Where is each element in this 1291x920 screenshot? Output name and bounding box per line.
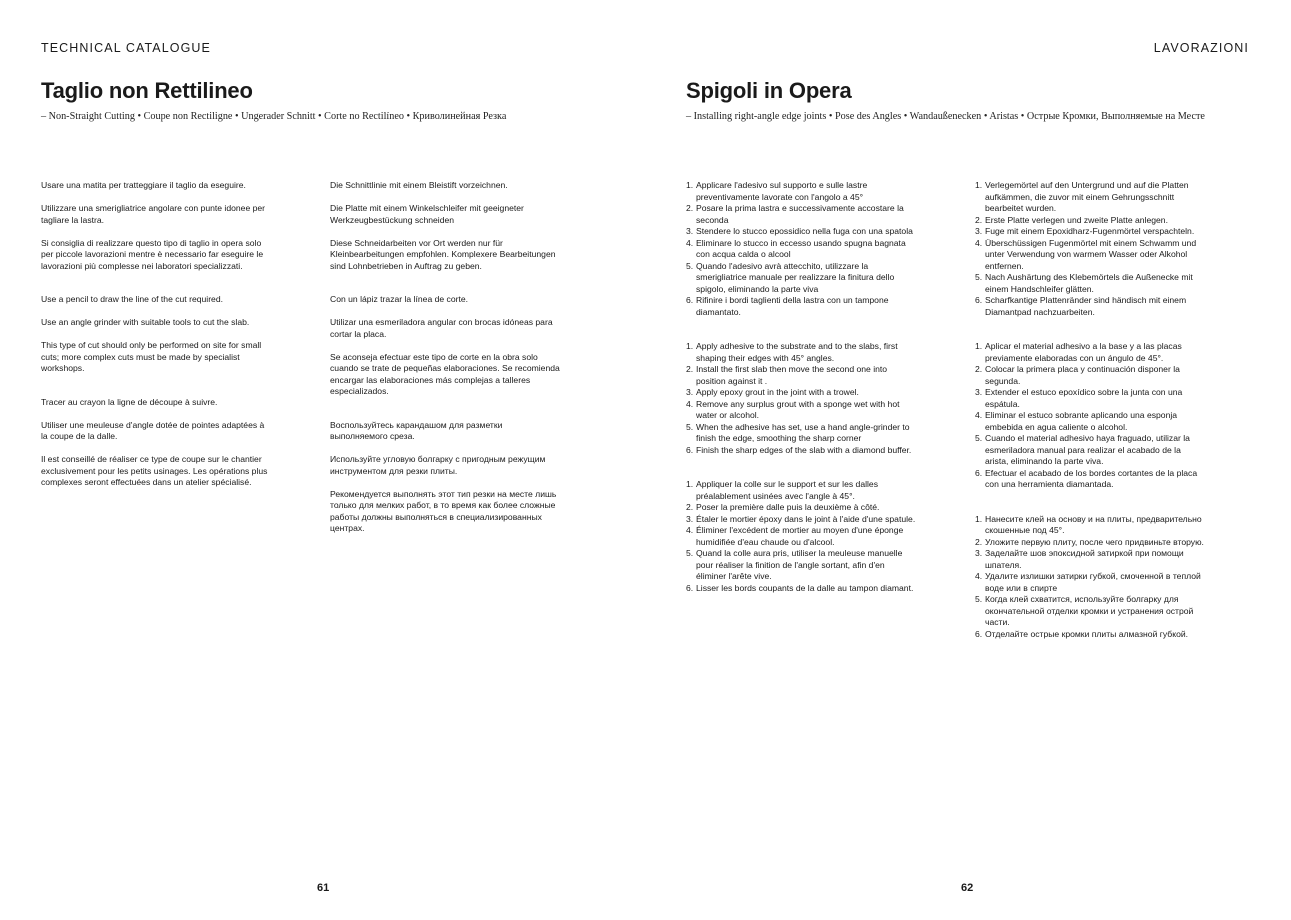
- list-item: Remove any surplus grout with a sponge wet with hot water or alcohol.: [696, 398, 900, 420]
- column-left-a: [41, 180, 271, 511]
- right-page: [645, 0, 1290, 920]
- text-block-ru: [330, 420, 560, 535]
- paragraph: Il est conseillé de réaliser ce type de coupe sur le chantier exclusivement pour les petits usinages. Les opérations plus complexes seront effectuées dans un atelier spécialisé.: [41, 454, 268, 487]
- paragraph: Utilizzare una smerigliatrice angolare con punte idonee per tagliare la lastra.: [41, 203, 266, 225]
- list-item: Étaler le mortier époxy dans le joint à l'aide d'une spatule.: [696, 513, 916, 524]
- list-item: Eliminare lo stucco in eccesso usando spugna bagnata con acqua calda o alcool: [696, 237, 906, 259]
- paragraph: Tracer au crayon la ligne de découpe à suivre.: [41, 396, 218, 407]
- list-item: Éliminer l'excédent de mortier au moyen d'une éponge humidifiée d'eau chaude ou d'alcool.: [696, 525, 904, 547]
- list-item: Finish the sharp edges of the slab with a diamond buffer.: [696, 444, 912, 455]
- list-item: Aplicar el material adhesivo a la base y a las placas previamente elaboradas con un ángulo de 45°.: [985, 341, 1182, 363]
- list-item: Удалите излишки затирки губкой, смоченной в теплой воде или в спирте: [985, 571, 1201, 593]
- column-left-b: [330, 180, 560, 557]
- paragraph: Si consiglia di realizzare questo tipo di taglio in opera solo per piccole lavorazioni mentre è necessario far eseguire le lavorazioni più complesse nei laboratori specializzati.: [41, 237, 264, 271]
- list-item: Apply epoxy grout in the joint with a trowel.: [696, 387, 859, 397]
- text-block-es: [330, 294, 560, 398]
- page-subtitle: – Non-Straight Cutting • Coupe non Rectiligne • Ungerader Schnitt • Corte no Rectilíneo • Криволинейная Резка: [41, 111, 507, 122]
- page-title: Taglio non Rettilineo: [41, 78, 253, 103]
- list-item: Applicare l'adesivo sul supporto e sulle lastre preventivamente lavorate con l'angolo a 45°: [696, 180, 868, 202]
- steps-list-ru: [975, 514, 1205, 641]
- paragraph: This type of cut should only be performed on site for small cuts; more complex cuts must be made by specialist workshops.: [41, 340, 262, 373]
- text-block-fr: [41, 397, 271, 489]
- steps-list-fr: [686, 479, 916, 594]
- list-item: Уложите первую плиту, после чего придвиньте вторую.: [985, 536, 1204, 547]
- list-item: Appliquer la colle sur le support et sur les dalles préalablement usinées avec l'angle à 45°.: [696, 479, 878, 501]
- list-item: Когда клей схватится, используйте болгарку для окончательной отделки кромки и устранения острой части.: [985, 594, 1194, 627]
- list-item: Stendere lo stucco epossidico nella fuga con una spatola: [696, 226, 913, 236]
- list-item: Colocar la primera placa y continuación disponer la segunda.: [985, 364, 1180, 386]
- list-item: Cuando el material adhesivo haya fraguado, utilizar la esmeriladora manual para realizar el acabado de la arista, eliminando la parte viva.: [985, 433, 1190, 466]
- page-number: 62: [961, 882, 974, 894]
- steps-list-it: [686, 180, 916, 318]
- left-page: [0, 0, 645, 920]
- list-item: Install the first slab then move the second one into position against it .: [696, 364, 888, 386]
- paragraph: Utilizar una esmeriladora angular con brocas idóneas para cortar la placa.: [330, 317, 553, 339]
- list-item: Apply adhesive to the substrate and to the slabs, first shaping their edges with 45° angles.: [696, 341, 898, 363]
- list-item: Нанесите клей на основу и на плиты, предварительно скошенные под 45°.: [985, 513, 1202, 535]
- text-block-en: [41, 294, 271, 375]
- paragraph: Рекомендуется выполнять этот тип резки на месте лишь только для мелких работ, в то время как более сложные работы должны выполняться в специализированных центрах.: [330, 488, 557, 533]
- paragraph: Die Platte mit einem Winkelschleifer mit geeigneter Werkzeugbestückung schneiden: [330, 203, 524, 225]
- list-item: When the adhesive has set, use a hand angle-grinder to finish the edge, smoothing the sharp corner: [696, 421, 910, 443]
- list-item: Eliminar el estuco sobrante aplicando una esponja embebida en agua caliente o alcohol.: [985, 410, 1178, 432]
- text-block-de: [330, 180, 560, 272]
- list-item: Posare la prima lastra e successivamente accostare la seconda: [696, 203, 904, 225]
- paragraph: Используйте угловую болгарку с пригодным режущим инструментом для резки плиты.: [330, 454, 546, 476]
- paragraph: Use an angle grinder with suitable tools to cut the slab.: [41, 317, 250, 327]
- running-head: LAVORAZIONI: [1153, 41, 1249, 55]
- list-item: Nach Aushärtung des Klebemörtels die Außenecke mit einem Handschleifer glätten.: [985, 272, 1193, 294]
- paragraph: Usare una matita per tratteggiare il taglio da eseguire.: [41, 180, 246, 190]
- list-item: Efectuar el acabado de los bordes cortantes de la placa con una herramienta diamantada.: [985, 467, 1198, 489]
- list-item: Überschüssigen Fugenmörtel mit einem Schwamm und unter Verwendung von warmem Wasser oder Alkohol entfernen.: [985, 237, 1197, 271]
- paragraph: Se aconseja efectuar este tipo de corte en la obra solo cuando se trate de pequeñas elaboraciones. Se recomienda encargar las elaboraciones más complejas a talleres especializados.: [330, 351, 560, 396]
- list-item: Verlegemörtel auf den Untergrund und auf die Platten aufkämmen, die zuvor mit einem Gehrungsschnitt bearbeitet wurden.: [985, 180, 1189, 213]
- steps-list-en: [686, 341, 916, 456]
- column-right-b: [975, 180, 1205, 663]
- column-right-a: [686, 180, 916, 617]
- list-item: Fuge mit einem Epoxidharz-Fugenmörtel verspachteln.: [985, 226, 1195, 236]
- paragraph: Die Schnittlinie mit einem Bleistift vorzeichnen.: [330, 180, 508, 190]
- list-item: Rifinire i bordi taglienti della lastra con un tampone diamantato.: [696, 295, 889, 317]
- list-item: Отделайте острые кромки плиты алмазной губкой.: [985, 628, 1189, 639]
- list-item: Scharfkantige Plattenränder sind händisch mit einem Diamantpad nachzuarbeiten.: [985, 295, 1187, 317]
- list-item: Erste Platte verlegen und zweite Platte anlegen.: [985, 214, 1168, 225]
- list-item: Lisser les bords coupants de la dalle au tampon diamant.: [696, 582, 914, 593]
- page-number: 61: [317, 882, 330, 894]
- paragraph: Use a pencil to draw the line of the cut required.: [41, 294, 224, 304]
- steps-list-de: [975, 180, 1205, 318]
- page-title: Spigoli in Opera: [686, 78, 852, 103]
- list-item: Заделайте шов эпоксидной затиркой при помощи шпателя.: [985, 548, 1184, 570]
- steps-list-es: [975, 341, 1205, 491]
- page-subtitle: – Installing right-angle edge joints • Pose des Angles • Wandaußenecken • Aristas • Острые Кромки, Выполняемые на Месте: [686, 111, 1205, 122]
- list-item: Quand la colle aura pris, utiliser la meuleuse manuelle pour réaliser la finition de l'angle sortant, afin d'en éliminer l'arête vive.: [696, 548, 903, 581]
- paragraph: Utiliser une meuleuse d'angle dotée de pointes adaptées à la coupe de la dalle.: [41, 419, 265, 441]
- paragraph: Con un lápiz trazar la línea de corte.: [330, 294, 469, 304]
- paragraph: Воспользуйтесь карандашом для разметки выполняемого среза.: [330, 419, 503, 441]
- list-item: Quando l'adesivo avrà attecchito, utilizzare la smerigliatrice manuale per realizzare la finitura dello spigolo, eliminando la parte viva: [696, 260, 895, 294]
- running-head: TECHNICAL CATALOGUE: [41, 41, 211, 55]
- list-item: Extender el estuco epoxídico sobre la junta con una espátula.: [985, 387, 1183, 409]
- text-block-it: [41, 180, 271, 272]
- list-item: Poser la première dalle puis la deuxième à côté.: [696, 502, 880, 512]
- paragraph: Diese Schneidarbeiten vor Ort werden nur für Kleinbearbeitungen empfohlen. Komplexere Bearbeitungen sind Lohnbetrieben in Auftrag zu geben.: [330, 237, 556, 271]
